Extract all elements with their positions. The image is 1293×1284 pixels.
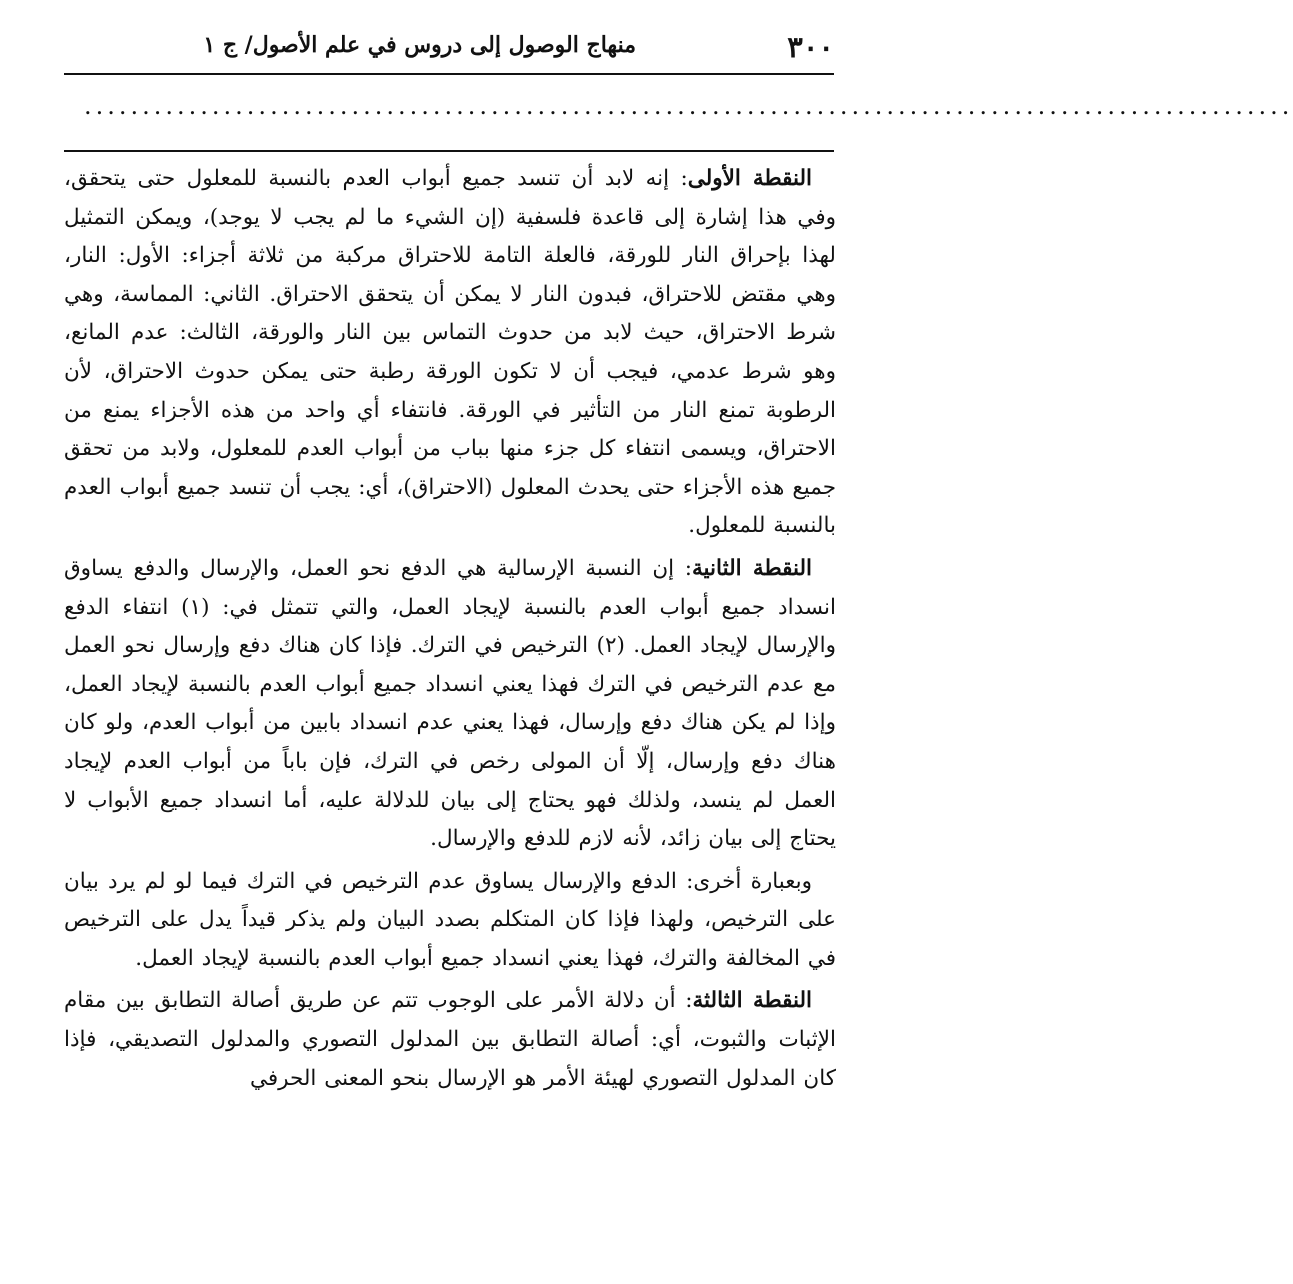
paragraph-rephrase <box>64 863 836 979</box>
page-number: ٣٠٠ <box>787 30 834 64</box>
paragraph-text: وبعبارة أخرى: الدفع والإرسال يساوق عدم الترخيص في الترك فيما لو لم يرد بيان على الترخيص، ولهذا فإذا كان المتكلم بصدد البيان ولم يذكر قيداً يدل على الترخيص في المخالفة والترك، فهذا يعني انسداد جميع أبواب العدم بالنسبة لإيجاد العمل. <box>64 868 836 971</box>
header-rule <box>64 73 834 75</box>
running-title: منهاج الوصول إلى دروس في علم الأصول/ ج ١ <box>203 32 636 58</box>
paragraph-text: : إنه لابد أن تنسد جميع أبواب العدم بالنسبة للمعلول حتى يتحقق، وفي هذا إشارة إلى قاعدة فلسفية (إن الشيء ما لم يجب لا يوجد)، ويمكن التمثيل لهذا بإحراق النار للورقة، فالعلة التامة للاحتراق مركبة من ثلاثة أجزاء: الأول: النار، وهي مقتض للاحتراق، فبدون النار لا يمكن أن يتحقق الاحتراق. الثاني: المماسة، وهي شرط الاحتراق، حيث لابد من حدوث التماس بين النار والورقة، الثالث: عدم المانع، وهو شرط عدمي، فيجب أن لا تكون الورقة رطبة حتى يمكن حدوث الاحتراق، لأن الرطوبة تمنع النار من التأثير في الورقة. فانتفاء أي واحد من هذه الأجزاء يمنع من الاحتراق، ويسمى انتفاء كل جزء منها بباب من أبواب العدم للمعلول، ولابد من تحقق جميع هذه الأجزاء حتى يحدث المعلول (الاحتراق)، أي: يجب أن تنسد جميع أبواب العدم بالنسبة للمعلول. <box>64 166 836 539</box>
paragraph-heading: النقطة الثالثة <box>692 988 813 1014</box>
paragraph-text: : أن دلالة الأمر على الوجوب تتم عن طريق أصالة التطابق بين مقام الإثبات والثبوت، أي: أصالة التطابق بين المدلول التصوري والمدلول التصديقي، فإذا كان المدلول التصوري لهيئة الأمر هو الإرسال بنحو المعنى الحرفي <box>64 988 836 1091</box>
paragraph-heading: النقطة الثانية <box>692 555 812 581</box>
paragraph-second-point <box>64 550 836 859</box>
body-rule <box>64 150 834 152</box>
paragraph-text: : إن النسبة الإرسالية هي الدفع نحو العمل، والإرسال والدفع يساوق انسداد جميع أبواب العدم بالنسبة لإيجاد العمل، والتي تتمثل في: (١) انتفاء الدفع والإرسال لإيجاد العمل. (٢) الترخيص في الترك. فإذا كان هناك دفع وإرسال نحو العمل مع عدم الترخيص في الترك فهذا يعني انسداد جميع أبواب العدم بالنسبة لإيجاد العمل، وإذا لم يكن هناك دفع وإرسال، فهذا يعني عدم انسداد بابين من أبواب العدم، ولو كان هناك دفع وإرسال، إلّا أن المولى رخص في الترك، فإن باباً من أبواب العدم لإيجاد العمل لم ينسد، ولذلك فهو يحتاج إلى بيان للدلالة عليه، أما انسداد جميع الأبواب لا يحتاج إلى بيان زائد، لأنه لازم للدفع والإرسال. <box>64 555 836 852</box>
separator-dots: ........................................................................................................ <box>84 92 1293 120</box>
body-text <box>64 160 836 1098</box>
page-header <box>64 26 834 68</box>
paragraph-first-point <box>64 160 836 546</box>
paragraph-third-point <box>64 982 836 1098</box>
paragraph-heading: النقطة الأولى <box>687 166 812 191</box>
